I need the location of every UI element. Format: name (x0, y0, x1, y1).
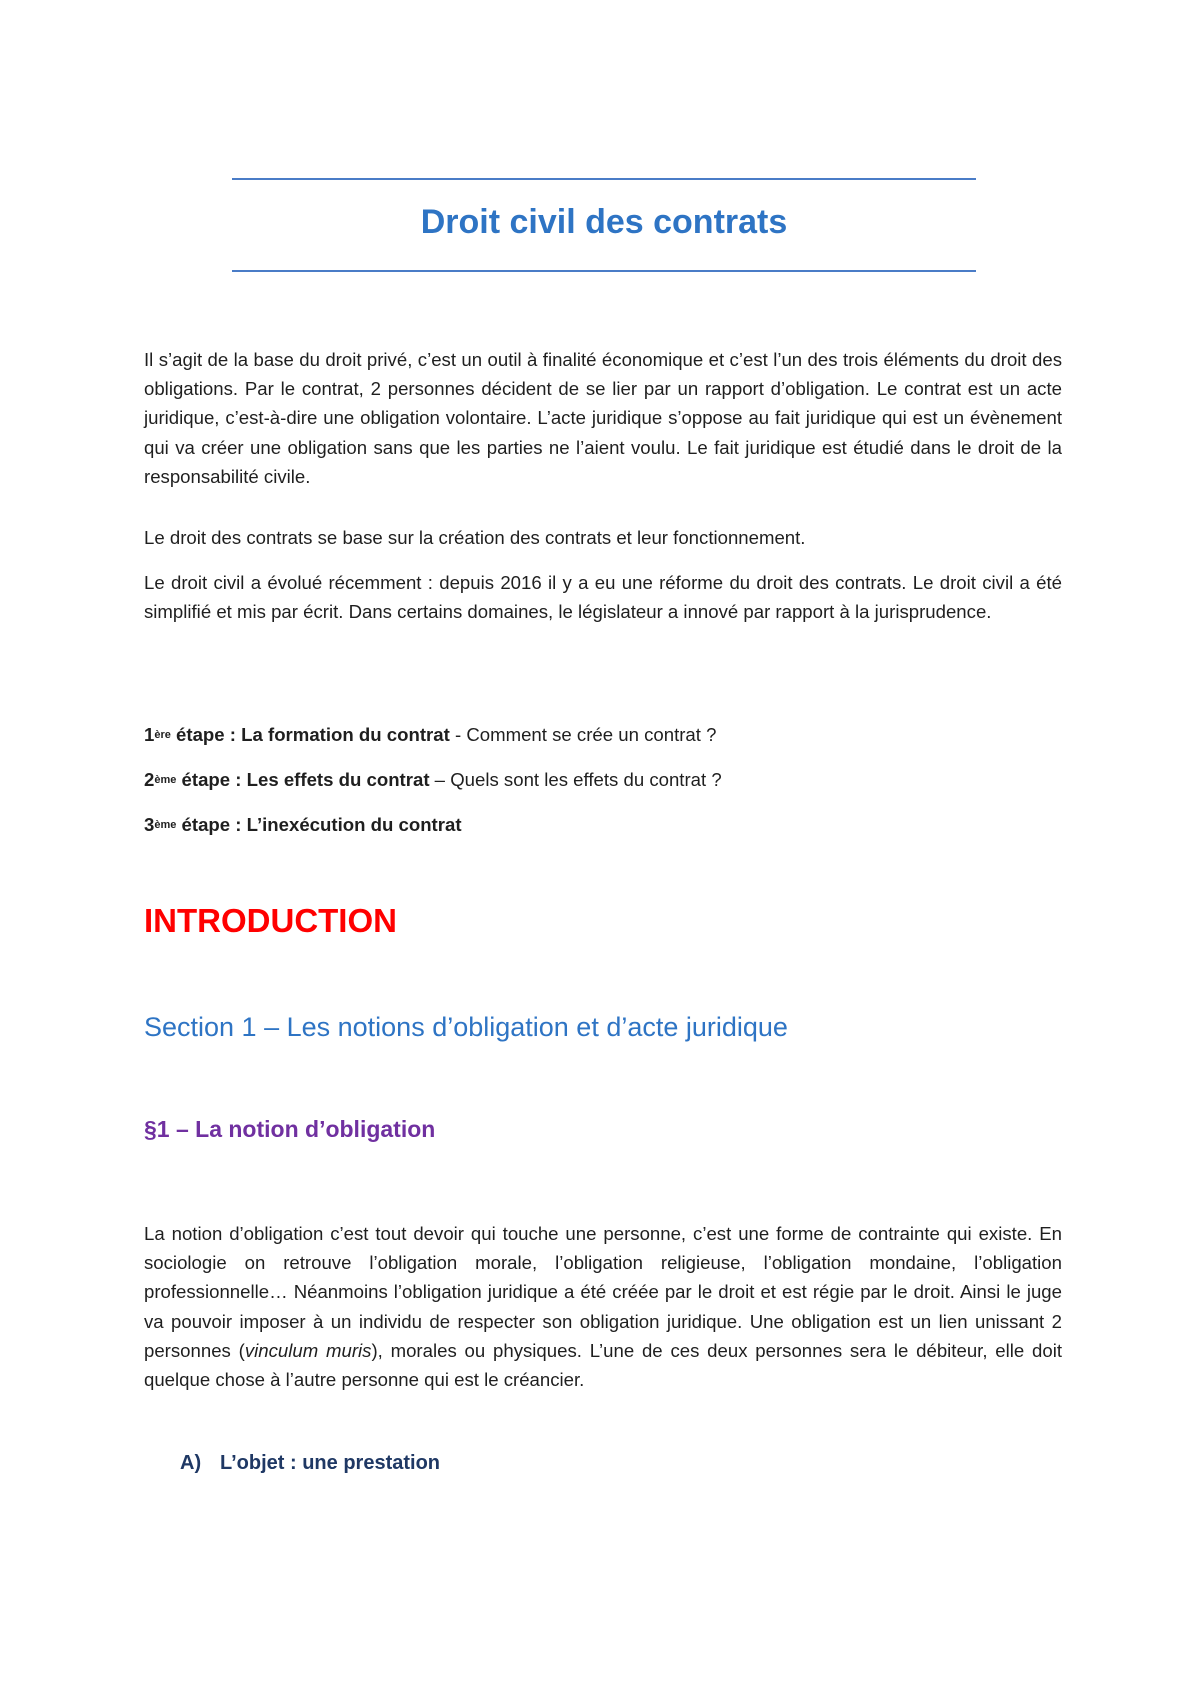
step-2 (144, 768, 722, 795)
subheading-letter: A) (180, 1452, 202, 1474)
intro-paragraph-2: Le droit des contrats se base sur la création des contrats et leur fonctionnement. (144, 527, 806, 548)
step-1 (144, 723, 716, 750)
step-ordinal: ère (154, 729, 171, 741)
step-label: étape : L’inexécution du contrat (176, 814, 462, 835)
paragraph-heading: §1 – La notion d’obligation (144, 1116, 436, 1142)
document-title: Droit civil des contrats (420, 203, 788, 241)
step-ordinal: ème (154, 774, 177, 786)
step-number: 1 (144, 724, 155, 745)
step-question: - Comment se crée un contrat ? (449, 724, 717, 745)
step-question: – Quels sont les effets du contrat ? (429, 769, 722, 790)
step-number: 3 (144, 814, 155, 835)
obligation-paragraph (144, 1219, 1062, 1394)
latin-term: vinculum muris (244, 1339, 372, 1361)
step-ordinal: ème (154, 819, 177, 831)
subheading-a (180, 1452, 440, 1475)
subheading-text: L’objet : une prestation (220, 1452, 441, 1474)
step-number: 2 (144, 769, 155, 790)
section-heading: Section 1 – Les notions d’obligation et d’acte juridique (144, 1012, 788, 1042)
step-label: étape : Les effets du contrat (176, 769, 430, 790)
intro-paragraph-3: Le droit civil a évolué récemment : depuis 2016 il y a eu une réforme du droit des contrats. Le droit civil a été simplifié et mis par écrit. Dans certains domaines, le législateur a innové par rapport à la jurisprudence. (144, 572, 1062, 623)
introduction-heading: INTRODUCTION (144, 902, 397, 939)
step-label: étape : La formation du contrat (170, 724, 450, 745)
step-3 (144, 813, 462, 840)
title-bottom-rule (232, 270, 976, 272)
title-top-rule (232, 178, 976, 180)
intro-paragraph-1: Il s’agit de la base du droit privé, c’est un outil à finalité économique et c’est l’un des trois éléments du droit des obligations. Par le contrat, 2 personnes décident de se lier par un rapport d’obligation. Le contrat est un acte juridique, c’est-à-dire une obligation volontaire. L’acte juridique s’oppose au fait juridique qui est un évènement qui va créer une obligation sans que les parties ne l’aient voulu. Le fait juridique est étudié dans le droit de la responsabilité civile. (144, 349, 1062, 487)
obligation-text-start: La notion d’obligation c’est tout devoir qui touche une personne, c’est une forme de contrainte qui existe. En sociologie on retrouve l’obligation morale, l’obligation religieuse, l’obligation mondaine, l’obligation professionnelle… Néanmoins l’obligation juridique a été créée par le droit et est régie par le droit. Ainsi le juge va pouvoir imposer à un individu de respecter son obligation juridique. Une obligation est un lien unissant 2 personnes ( (144, 1223, 1062, 1361)
obligation-text-end: ), morales ou physiques. L’une de ces deux personnes sera le débiteur, elle doit quelque chose à l’autre personne qui est le créancier. (144, 1339, 1063, 1391)
